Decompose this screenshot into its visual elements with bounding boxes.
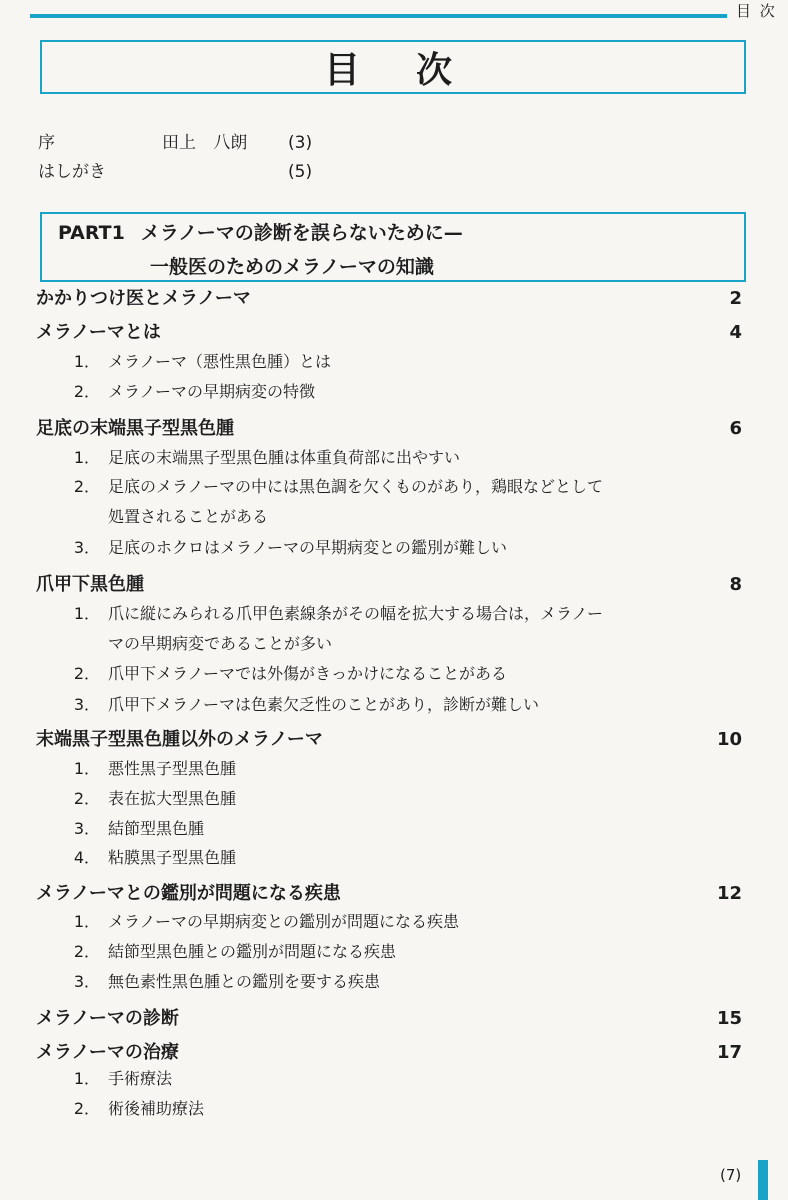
page-title: 目 次	[323, 49, 462, 91]
toc-entry-title: 爪甲下黒色腫	[36, 574, 144, 595]
toc-entry-subungual[interactable]	[36, 570, 742, 600]
toc-subentry[interactable]	[70, 347, 331, 377]
toc-subentry-text: 粘膜黒子型黒色腫	[108, 848, 237, 867]
toc-subentry[interactable]	[70, 1064, 172, 1094]
toc-entry-gp-and-melanoma[interactable]	[36, 284, 742, 314]
toc-subentry-text: 結節型黒色腫	[108, 819, 205, 838]
toc-entry-title: メラノーマとの鑑別が問題になる疾患	[36, 883, 341, 904]
toc-entry-differential[interactable]	[36, 879, 742, 909]
top-rule	[30, 14, 727, 18]
part-heading-box	[40, 212, 746, 282]
toc-entry-diagnosis[interactable]	[36, 1004, 742, 1034]
toc-subentry-number: 2．	[73, 1099, 100, 1118]
toc-subentry-number: 1．	[73, 448, 100, 467]
toc-subentry-number: 2．	[73, 382, 100, 401]
title-box	[40, 40, 746, 94]
toc-subentry[interactable]	[70, 533, 507, 563]
toc-subentry[interactable]	[70, 754, 236, 784]
toc-subentry-number: 1．	[73, 604, 100, 623]
part-number: PART1	[58, 222, 125, 244]
toc-subentry[interactable]	[70, 784, 236, 814]
toc-subentry-text: 手術療法	[108, 1069, 173, 1088]
toc-subentry-text: 爪に縦にみられる爪甲色素線条がその幅を拡大する場合は，メラノー	[108, 604, 604, 623]
toc-subentry[interactable]	[70, 599, 603, 629]
toc-subentry-text: 足底のメラノーマの中には黒色調を欠くものがあり，鶏眼などとして	[108, 477, 604, 496]
toc-entry-title: メラノーマとは	[36, 322, 161, 343]
toc-subentry-number: 1．	[73, 759, 100, 778]
toc-subentry[interactable]	[70, 377, 315, 407]
toc-subentry-text: 爪甲下メラノーマでは外傷がきっかけになることがある	[108, 664, 508, 683]
part-title-line2: 一般医のためのメラノーマの知識	[150, 256, 434, 278]
toc-subentry-text: 表在拡大型黒色腫	[108, 789, 237, 808]
toc-entry-title: メラノーマの治療	[36, 1042, 179, 1063]
toc-entry-page: 17	[716, 1042, 742, 1063]
toc-subentry-number: 3．	[73, 695, 100, 714]
toc-entry-page: 15	[716, 1008, 742, 1029]
toc-subentry-number: 1．	[73, 352, 100, 371]
toc-subentry[interactable]	[70, 843, 236, 873]
toc-subentry-text: 結節型黒色腫との鑑別が問題になる疾患	[108, 942, 397, 961]
toc-subentry-text: 爪甲下メラノーマは色素欠乏性のことがあり，診断が難しい	[108, 695, 540, 714]
toc-subentry-continuation: 処置されることがある	[108, 507, 269, 526]
front-matter-author: 田上 八朗	[162, 133, 248, 153]
front-matter-label: 序	[38, 133, 55, 153]
front-matter-page: (3)	[288, 133, 313, 153]
toc-subentry-number: 1．	[73, 912, 100, 931]
toc-subentry-number: 1．	[73, 1069, 100, 1088]
toc-subentry[interactable]	[70, 937, 396, 967]
front-matter-label: はしがき	[38, 162, 106, 182]
toc-subentry-number: 2．	[73, 477, 100, 496]
toc-subentry-number: 2．	[73, 664, 100, 683]
toc-subentry[interactable]	[70, 690, 539, 720]
toc-subentry-number: 2．	[73, 942, 100, 961]
toc-subentry-text: 術後補助療法	[108, 1099, 205, 1118]
toc-entry-page: 12	[716, 883, 742, 904]
part-title-text: メラノーマの診断を誤らないために—	[140, 222, 463, 244]
toc-subentry[interactable]	[70, 443, 460, 473]
toc-entry-title: メラノーマの診断	[36, 1008, 179, 1029]
toc-entry-title: かかりつけ医とメラノーマ	[36, 288, 251, 309]
toc-subentry-text: 足底の末端黒子型黒色腫は体重負荷部に出やすい	[108, 448, 461, 467]
toc-subentry-number: 2．	[73, 789, 100, 808]
toc-subentry-text: メラノーマ（悪性黒色腫）とは	[108, 352, 332, 371]
toc-subentry-text: 無色素性黒色腫との鑑別を要する疾患	[108, 972, 381, 991]
folio-color-bar	[758, 1160, 768, 1200]
toc-entry-plantar-alm[interactable]	[36, 414, 742, 444]
toc-entry-what-is-melanoma[interactable]	[36, 318, 742, 348]
toc-entry-title: 足底の末端黒子型黒色腫	[36, 418, 234, 439]
toc-subentry[interactable]	[70, 967, 380, 997]
toc-subentry-continuation: マの早期病変であることが多い	[108, 634, 333, 653]
toc-entry-title: 末端黒子型黒色腫以外のメラノーマ	[36, 729, 323, 750]
front-matter-page: (5)	[288, 162, 313, 182]
running-head: 目 次	[736, 2, 777, 20]
toc-entry-page: 8	[729, 574, 742, 595]
part-title-line1	[58, 218, 463, 245]
toc-entry-page: 10	[716, 729, 742, 750]
toc-subentry-text: 悪性黒子型黒色腫	[108, 759, 237, 778]
toc-subentry[interactable]	[70, 472, 603, 502]
toc-subentry[interactable]	[70, 907, 459, 937]
toc-subentry-number: 3．	[73, 538, 100, 557]
toc-subentry-text: 足底のホクロはメラノーマの早期病変との鑑別が難しい	[108, 538, 508, 557]
toc-entry-page: 6	[729, 418, 742, 439]
toc-entry-page: 2	[729, 288, 742, 309]
toc-entry-page: 4	[729, 322, 742, 343]
toc-subentry[interactable]	[70, 814, 204, 844]
toc-subentry-number: 3．	[73, 972, 100, 991]
toc-subentry[interactable]	[70, 1094, 204, 1124]
toc-subentry-text: メラノーマの早期病変の特徴	[108, 382, 316, 401]
toc-subentry-number: 4．	[73, 848, 100, 867]
page-number: (7)	[720, 1166, 742, 1184]
toc-subentry-number: 3．	[73, 819, 100, 838]
toc-subentry-text: メラノーマの早期病変との鑑別が問題になる疾患	[108, 912, 460, 931]
toc-entry-other-melanoma[interactable]	[36, 725, 742, 755]
toc-subentry[interactable]	[70, 659, 507, 689]
